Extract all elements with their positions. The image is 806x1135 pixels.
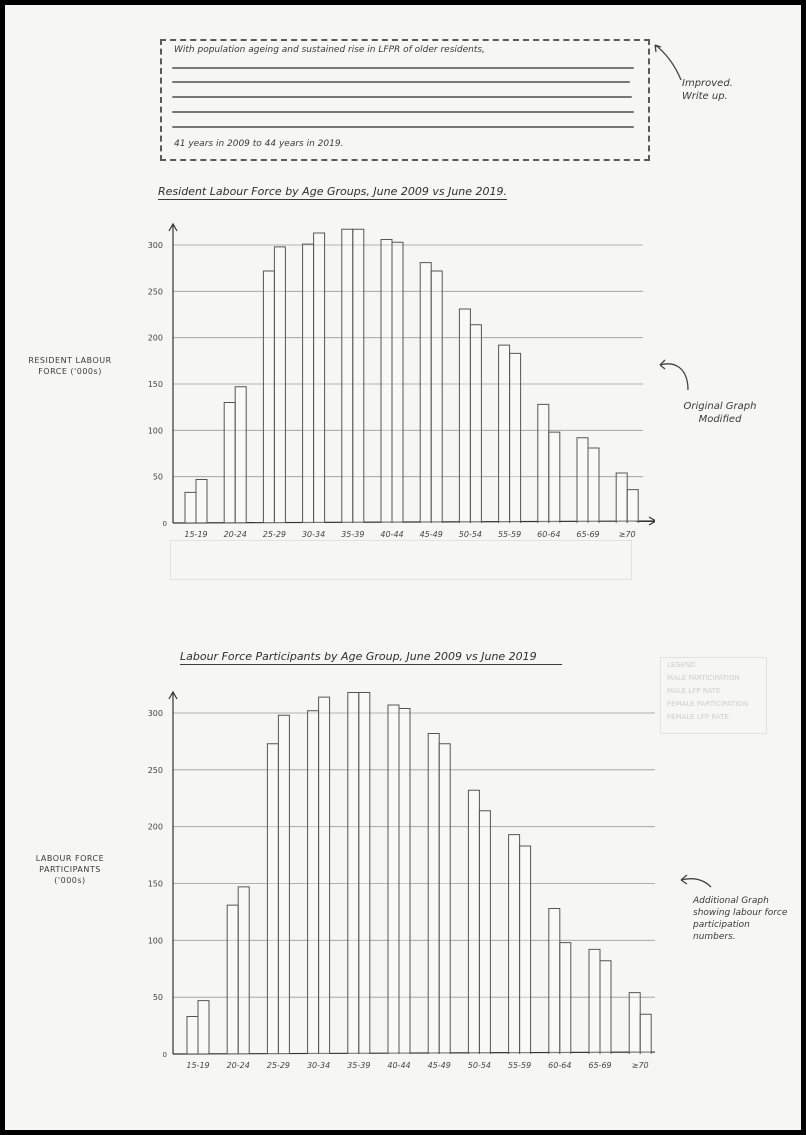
chart1-title: Resident Labour Force by Age Groups, June 2009 vs June 2019. <box>158 185 508 198</box>
scribble-line <box>172 126 634 128</box>
x-tick-label: 45-49 <box>419 530 443 539</box>
faint-legend-item: MALE LFP RATE <box>667 687 721 695</box>
chart2-plot <box>135 685 655 1075</box>
bar-2009 <box>589 949 600 1054</box>
writeup-first-line: With population ageing and sustained rise in LFPR of older residents, <box>174 45 485 55</box>
bar-2009 <box>381 239 392 523</box>
bar-2019 <box>588 448 599 523</box>
bar-2019 <box>314 233 325 523</box>
x-tick-label: 50-54 <box>458 530 483 539</box>
x-tick-label: 35-39 <box>341 530 365 539</box>
bar-2009 <box>459 309 470 523</box>
bar-2019 <box>359 693 370 1054</box>
faint-legend <box>667 659 748 724</box>
bar-2019 <box>274 247 285 523</box>
bar-2009 <box>616 473 627 523</box>
faint-legend-item: MALE PARTICIPATION <box>667 674 740 682</box>
x-tick-label: 15-19 <box>184 530 208 539</box>
chart2-title: Labour Force Participants by Age Group, June 2009 vs June 2019 <box>180 650 562 665</box>
y-tick-label: 200 <box>147 822 163 832</box>
x-tick-label: 55-59 <box>507 1061 532 1070</box>
bar-2009 <box>267 744 278 1054</box>
scribble-line <box>172 111 634 113</box>
bar-2009 <box>629 993 640 1054</box>
bar-2019 <box>392 242 403 523</box>
bar-2009 <box>538 404 549 523</box>
x-tick-label: 40-44 <box>380 530 404 539</box>
bar-2019 <box>510 353 521 523</box>
bar-2019 <box>640 1014 651 1054</box>
faint-legend-item: FEMALE LFP RATE <box>667 713 729 721</box>
x-tick-label: 25-29 <box>266 1061 291 1070</box>
y-tick-label: 100 <box>147 426 163 436</box>
erased-box <box>170 540 632 580</box>
writeup-last-line: 41 years in 2009 to 44 years in 2019. <box>174 139 344 149</box>
bar-2019 <box>431 271 442 523</box>
y-tick-label: 200 <box>147 333 163 343</box>
arrow-icon <box>675 873 715 893</box>
bar-2009 <box>342 229 353 523</box>
x-tick-label: 30-34 <box>301 530 326 539</box>
bar-2009 <box>428 733 439 1054</box>
bar-2009 <box>263 271 274 523</box>
bar-2009 <box>509 835 520 1054</box>
annotation-additional-graph: Additional Graph showing labour force participation numbers. <box>693 896 788 942</box>
scribble-line <box>172 96 632 98</box>
bar-2019 <box>470 325 481 523</box>
bar-2009 <box>577 438 588 523</box>
faint-legend-title: LEGEND <box>667 661 696 669</box>
x-tick-label: 45-49 <box>427 1061 451 1070</box>
x-tick-label: ≥70 <box>631 1061 649 1070</box>
bar-2009 <box>348 693 359 1054</box>
y-tick-label: 150 <box>147 879 163 889</box>
bar-2009 <box>187 1016 198 1054</box>
bar-2009 <box>468 790 479 1054</box>
annotation-improved: Improved. Write up. <box>682 78 733 102</box>
chart1-plot <box>135 220 655 540</box>
y-tick-label: 300 <box>147 241 163 250</box>
chart2-ylabel: LABOUR FORCE PARTICIPANTS ('000s) <box>35 854 105 885</box>
annotation-original-graph: Original Graph Modified <box>683 401 757 425</box>
x-tick-label: 20-24 <box>226 1061 250 1070</box>
chart1-ylabel: RESIDENT LABOUR FORCE ('000s) <box>28 356 112 376</box>
scanned-page <box>5 5 801 1130</box>
x-tick-label: 15-19 <box>186 1061 210 1070</box>
bar-2019 <box>439 744 450 1054</box>
x-tick-label: 40-44 <box>387 1061 411 1070</box>
bar-2019 <box>238 887 249 1054</box>
y-tick-label: 0 <box>162 1051 167 1059</box>
x-tick-label: ≥70 <box>618 530 636 539</box>
arrow-icon <box>650 355 690 395</box>
bar-2009 <box>303 244 314 523</box>
y-tick-label: 50 <box>152 993 163 1003</box>
y-tick-label: 250 <box>147 287 163 297</box>
y-tick-label: 0 <box>162 520 167 528</box>
x-tick-label: 35-39 <box>347 1061 371 1070</box>
x-tick-label: 50-54 <box>467 1061 492 1070</box>
y-tick-label: 300 <box>147 709 163 718</box>
bar-2009 <box>420 263 431 523</box>
x-tick-label: 55-59 <box>497 530 522 539</box>
y-tick-label: 150 <box>147 380 163 389</box>
bar-2019 <box>600 961 611 1054</box>
bar-2019 <box>549 432 560 523</box>
y-tick-label: 250 <box>147 765 163 775</box>
x-tick-label: 20-24 <box>223 530 247 539</box>
scribble-line <box>172 81 630 83</box>
bar-2009 <box>227 905 238 1054</box>
bar-2009 <box>224 403 235 523</box>
bar-2009 <box>549 909 560 1054</box>
bar-2019 <box>198 1001 209 1054</box>
y-tick-label: 50 <box>152 472 163 482</box>
bar-2009 <box>388 705 399 1054</box>
x-tick-label: 60-64 <box>548 1061 572 1070</box>
bar-2009 <box>499 345 510 523</box>
faint-legend-item: FEMALE PARTICIPATION <box>667 700 749 708</box>
bar-2019 <box>196 479 207 523</box>
bar-2019 <box>235 387 246 523</box>
scribble-line <box>172 67 634 69</box>
x-tick-label: 30-34 <box>306 1061 331 1070</box>
bar-2019 <box>627 490 638 523</box>
x-tick-label: 60-64 <box>537 530 561 539</box>
bar-2019 <box>319 697 330 1054</box>
bar-2019 <box>479 811 490 1054</box>
bar-2019 <box>399 708 410 1054</box>
bar-2009 <box>308 711 319 1054</box>
x-tick-label: 65-69 <box>588 1061 612 1070</box>
bar-2019 <box>353 229 364 523</box>
x-tick-label: 25-29 <box>262 530 287 539</box>
bar-2019 <box>278 715 289 1054</box>
bar-2019 <box>560 943 571 1054</box>
bar-2019 <box>520 846 531 1054</box>
y-tick-label: 100 <box>147 936 163 946</box>
x-tick-label: 65-69 <box>576 530 600 539</box>
bar-2009 <box>185 492 196 523</box>
writeup-box <box>160 39 650 161</box>
